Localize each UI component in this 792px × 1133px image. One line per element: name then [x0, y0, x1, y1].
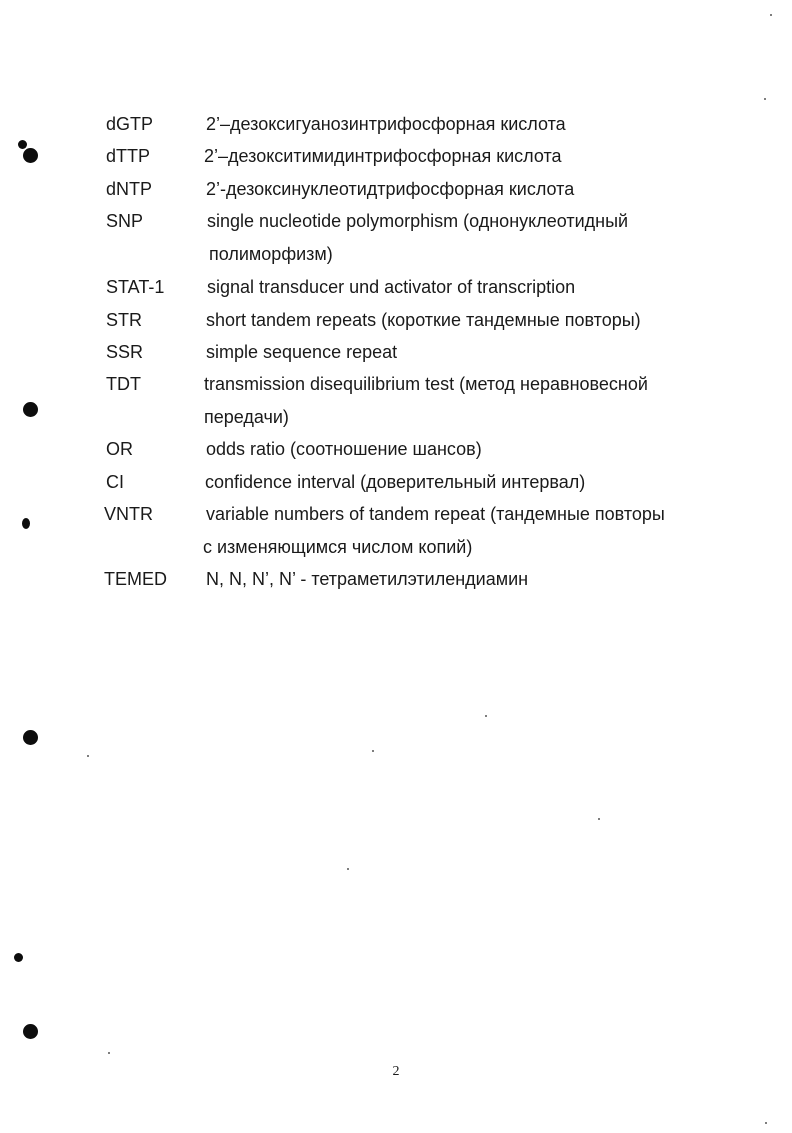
definition-line: transmission disequilibrium test (метод неравновесной [204, 374, 648, 394]
scan-speck [372, 750, 374, 752]
abbreviation-definition [204, 368, 704, 433]
abbreviation-definition [206, 433, 706, 466]
definition-line: 2’–дезоксигуанозинтрифосфорная кислота [206, 114, 566, 134]
definition-line: simple sequence repeat [206, 342, 398, 362]
scan-speck [485, 715, 487, 717]
punch-hole [23, 1024, 38, 1039]
abbreviation-definition [206, 173, 706, 206]
punch-hole [22, 518, 30, 529]
abbreviation-definition [204, 140, 704, 173]
punch-hole [23, 730, 38, 745]
definition-line: 2’-дезоксинуклеотидтрифосфорная кислота [206, 179, 575, 199]
abbreviation-term: TEMED [104, 569, 167, 589]
abbreviation-definition [206, 108, 706, 141]
abbreviation-term: dTTP [106, 146, 151, 166]
scan-speck [770, 14, 772, 16]
definition-line: полиморфизм) [209, 243, 333, 264]
abbreviation-definition [206, 563, 706, 596]
scan-speck [347, 868, 349, 870]
abbreviation-definition [203, 498, 706, 563]
scan-speck [598, 818, 600, 820]
punch-hole [18, 140, 27, 149]
abbreviation-term: dGTP [106, 114, 154, 134]
definition-line: confidence interval (доверительный интервал) [205, 472, 586, 492]
scan-speck [765, 1122, 767, 1124]
definition-line: single nucleotide polymorphism (однонуклеотидный [207, 211, 629, 231]
definition-line: variable numbers of tandem repeat (тандемные повторы [206, 504, 665, 524]
abbreviation-definition [205, 466, 705, 499]
page-number: 2 [392, 1064, 400, 1079]
abbreviation-term: VNTR [104, 504, 153, 524]
abbreviation-term: SNP [106, 211, 144, 231]
abbreviation-term: STAT-1 [106, 277, 165, 297]
punch-hole [23, 148, 38, 163]
abbreviation-term: dNTP [106, 179, 153, 199]
abbreviation-definition [207, 271, 707, 304]
definition-line: short tandem repeats (короткие тандемные повторы) [206, 310, 641, 330]
abbreviation-definition [206, 336, 706, 369]
scan-speck [764, 98, 766, 100]
abbreviation-definition [207, 205, 707, 270]
definition-line: передачи) [204, 406, 289, 427]
abbreviation-term: TDT [106, 374, 141, 394]
definition-line: odds ratio (соотношение шансов) [206, 439, 482, 459]
abbreviation-term: SSR [106, 342, 144, 362]
definition-line: N, N, N’, N’ - тетраметилэтилендиамин [206, 569, 529, 589]
scan-speck [87, 755, 89, 757]
abbreviation-term: OR [106, 439, 133, 459]
scan-speck [108, 1052, 110, 1054]
abbreviation-term: STR [106, 310, 142, 330]
punch-hole [23, 402, 38, 417]
definition-line: 2’–дезокситимидинтрифосфорная кислота [204, 146, 562, 166]
abbreviation-term: CI [106, 472, 124, 492]
punch-hole [14, 953, 23, 962]
definition-line: signal transducer und activator of transcription [207, 277, 576, 297]
definition-line: с изменяющимся числом копий) [203, 536, 473, 557]
abbreviation-definition [206, 304, 706, 337]
